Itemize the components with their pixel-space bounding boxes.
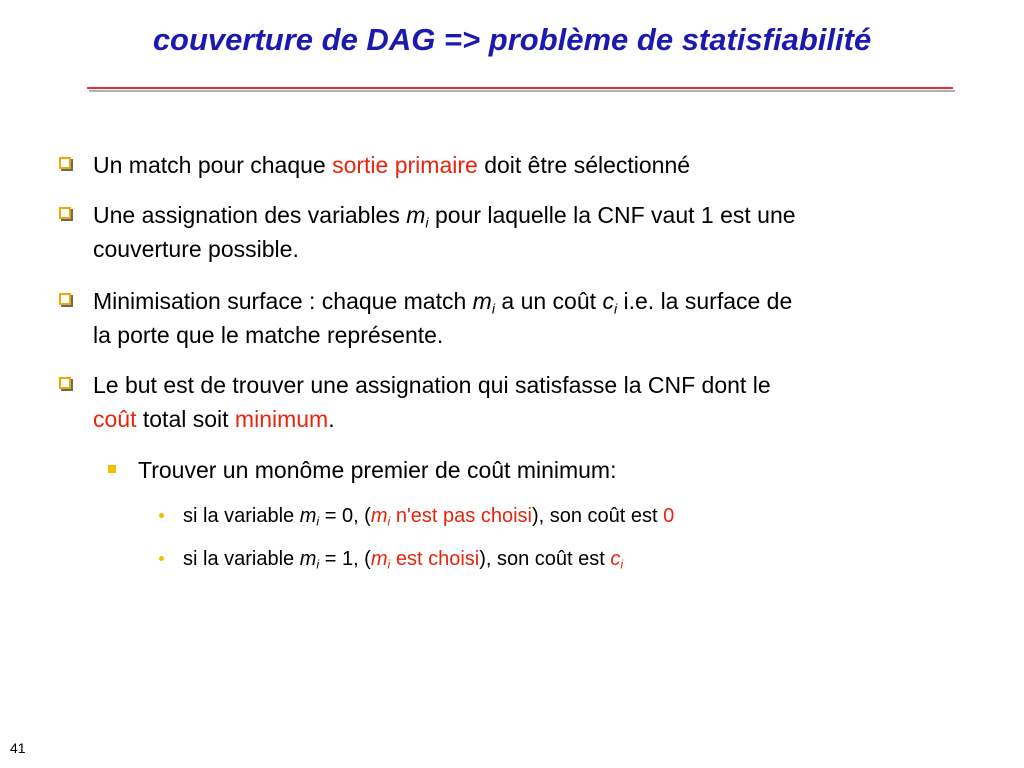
sub-sub-bullet-item [183,501,983,531]
bullet-text: Minimisation surface : chaque match [93,288,473,314]
bullet-text: . [328,406,335,432]
bullet-text: Une assignation des variables [93,202,407,228]
bullet-item [93,198,973,266]
bullet-text: doit être sélectionné [477,152,691,178]
checkbox-bullet-icon [59,207,71,219]
bullet-item [93,148,973,182]
subscript-i: i [387,514,391,529]
page-number: 41 [10,740,26,756]
bullet-item [93,284,973,352]
bullet-text: Trouver un monôme premier de coût minimum: [138,457,617,483]
bullet-text: ), son coût est [479,548,611,570]
bullet-text: la porte que le matche représente. [93,322,444,348]
bullet-text: si la variable [183,548,300,570]
bullet-text: = 1, ( [319,548,371,570]
dot-bullet-icon [159,556,164,561]
bullet-text: total soit [136,406,235,432]
subscript-i: i [425,215,429,232]
bullet-text: Le but est de trouver une assignation qui satisfasse la CNF dont le [93,372,771,398]
variable-m: m [299,548,317,570]
checkbox-bullet-icon [59,157,71,169]
subscript-i: i [387,557,391,572]
subscript-i: i [620,557,624,572]
bullet-highlight: minimum [234,406,329,432]
bullet-highlight: 0 [663,505,675,527]
bullet-text: pour laquelle la CNF vaut 1 est une [428,202,796,228]
title-divider [87,87,953,89]
checkbox-bullet-icon [59,293,71,305]
checkbox-bullet-icon [59,377,71,389]
bullet-highlight: coût [93,406,137,432]
bullet-text: si la variable [183,505,300,527]
subscript-i: i [316,514,320,529]
variable-m: m [299,505,317,527]
bullet-text: Un match pour chaque [93,152,333,178]
variable-c: c [602,288,614,314]
variable-m: m [472,288,492,314]
variable-m: m [370,548,388,570]
bullet-highlight: est choisi [390,548,480,570]
bullet-text: a un coût [495,288,603,314]
bullet-text: = 0, ( [319,505,371,527]
bullet-highlight: n'est pas choisi [390,505,532,527]
bullet-item [93,368,973,436]
bullet-highlight: sortie primaire [332,152,478,178]
variable-m: m [406,202,426,228]
sub-sub-bullet-item [183,544,983,574]
bullet-text: couverture possible. [93,236,299,262]
bullet-text: ), son coût est [531,505,664,527]
variable-c: c [610,548,621,570]
subscript-i: i [316,557,320,572]
variable-m: m [370,505,388,527]
title-divider-shadow [89,90,955,92]
square-bullet-icon [108,465,116,473]
subscript-i: i [491,301,496,318]
sub-bullet-item [138,453,978,487]
dot-bullet-icon [159,513,164,518]
subscript-i: i [613,301,618,318]
bullet-text: i.e. la surface de [617,288,793,314]
slide-title: couverture de DAG => problème de statisfiabilité [152,22,872,57]
